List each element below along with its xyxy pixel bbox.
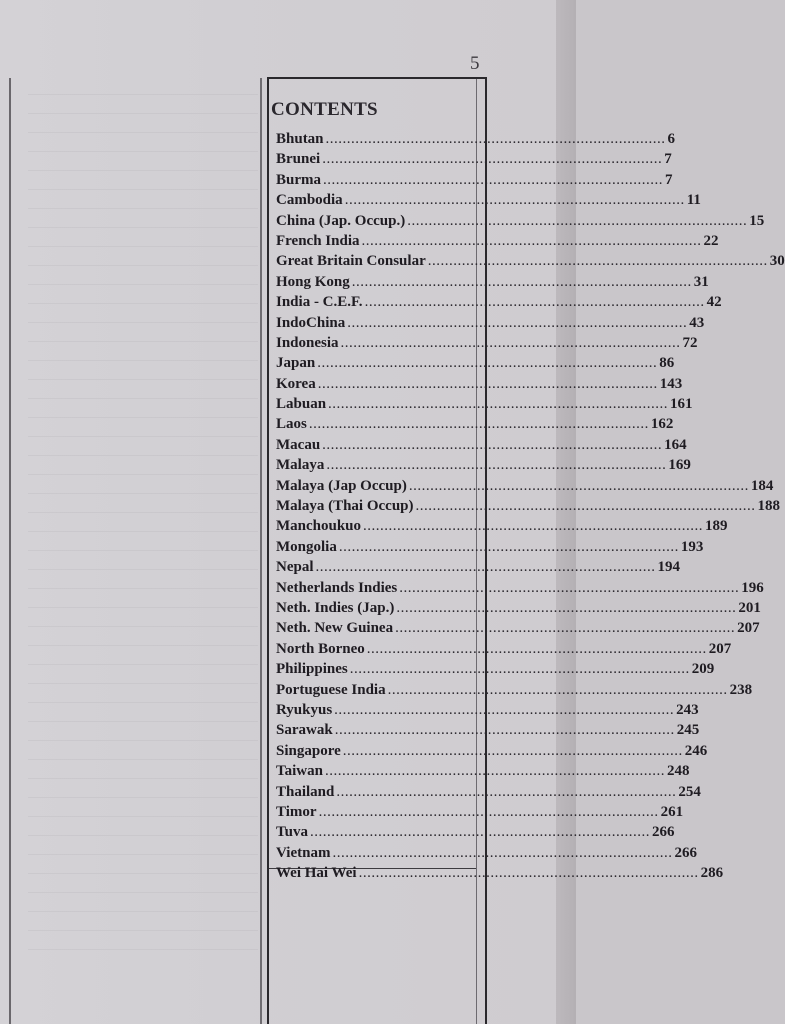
- contents-entry-page: 15: [749, 212, 765, 229]
- dot-leader: ................................................................................: [342, 742, 683, 759]
- contents-entry: [276, 579, 764, 600]
- contents-entry-page: 143: [659, 375, 683, 392]
- contents-entry-page: 243: [676, 701, 699, 718]
- contents-entry: [276, 253, 785, 273]
- dot-leader: ................................................................................: [396, 599, 737, 616]
- dot-leader: ................................................................................: [340, 334, 681, 351]
- contents-entry-page: 184: [750, 477, 774, 494]
- dot-leader: ................................................................................: [399, 579, 740, 596]
- dot-leader: ................................................................................: [308, 416, 649, 433]
- contents-entry-title: North Borneo: [276, 640, 365, 657]
- dot-leader: ................................................................................: [322, 436, 663, 453]
- contents-entry: [276, 824, 675, 844]
- contents-entry-title: Mongolia: [276, 538, 337, 555]
- contents-entry-page: 43: [689, 314, 705, 331]
- contents-entry-title: Wei Hai Wei: [276, 865, 357, 882]
- contents-entry: [276, 416, 674, 436]
- contents-entry: [276, 131, 676, 151]
- contents-entry-page: 254: [678, 783, 701, 800]
- dot-leader: ................................................................................: [325, 131, 666, 147]
- contents-entry-title: Neth. New Guinea: [276, 620, 394, 637]
- contents-entry-page: 207: [737, 620, 760, 637]
- contents-entry-title: Burma: [276, 171, 321, 188]
- contents-entry: [276, 742, 708, 763]
- contents-entry-title: Cambodia: [276, 192, 343, 209]
- contents-entry: [276, 232, 719, 253]
- dot-leader: ................................................................................: [309, 824, 650, 841]
- contents-entry-page: 209: [691, 661, 715, 678]
- middle-column-rule: [260, 78, 262, 1024]
- dot-leader: ................................................................................: [427, 253, 768, 270]
- contents-entry-page: 169: [668, 457, 691, 474]
- contents-entry: [276, 171, 673, 192]
- contents-entry-page: 266: [674, 844, 697, 861]
- dot-leader: ................................................................................: [415, 498, 756, 515]
- contents-heading: CONTENTS: [271, 99, 378, 120]
- contents-entry-page: 194: [657, 559, 680, 576]
- dot-leader: ................................................................................: [328, 396, 669, 413]
- dot-leader: ................................................................................: [322, 151, 663, 168]
- contents-entry: [276, 701, 699, 722]
- contents-entry-page: 42: [706, 294, 722, 311]
- contents-entry-page: 162: [650, 416, 674, 433]
- contents-entry-page: 246: [684, 742, 708, 759]
- contents-entry-title: Malaya (Jap Occup): [276, 477, 407, 494]
- contents-entry: [276, 334, 698, 355]
- contents-entry: [276, 314, 705, 335]
- show-through-text: [28, 76, 258, 966]
- contents-entry-title: Indonesia: [276, 334, 339, 351]
- contents-entry: [276, 212, 765, 233]
- contents-entry-page: 6: [667, 131, 676, 147]
- contents-entry-page: 193: [680, 538, 704, 555]
- contents-entry-title: Sarawak: [276, 722, 333, 739]
- contents-entry: [276, 599, 761, 620]
- contents-entry: [276, 518, 728, 538]
- contents-entry-page: 22: [703, 232, 719, 249]
- contents-entry-page: 86: [659, 355, 675, 372]
- contents-entry: [276, 661, 715, 681]
- contents-entry-page: 248: [666, 763, 690, 780]
- dot-leader: ................................................................................: [349, 661, 690, 678]
- contents-entry-title: Taiwan: [276, 763, 323, 780]
- contents-entry: [276, 273, 709, 294]
- contents-entry: [276, 865, 724, 885]
- dot-leader: ................................................................................: [407, 212, 748, 229]
- dot-leader: ................................................................................: [363, 518, 704, 535]
- contents-entry-title: Macau: [276, 436, 321, 453]
- contents-entry-title: Laos: [276, 416, 307, 433]
- dot-leader: ................................................................................: [344, 192, 685, 209]
- contents-entry-title: IndoChina: [276, 314, 346, 331]
- dot-leader: ................................................................................: [361, 232, 702, 249]
- contents-entry-title: Japan: [276, 355, 316, 372]
- contents-list: [276, 131, 785, 885]
- contents-entry: [276, 498, 780, 518]
- dot-leader: ................................................................................: [364, 294, 705, 311]
- dot-leader: ................................................................................: [347, 314, 688, 331]
- dot-leader: ................................................................................: [366, 640, 707, 657]
- contents-entry-title: Timor: [276, 803, 317, 820]
- contents-entry-title: Brunei: [276, 151, 321, 168]
- contents-entry: [276, 803, 684, 824]
- contents-entry-title: Singapore: [276, 742, 341, 759]
- contents-entry-title: Hong Kong: [276, 273, 350, 290]
- contents-entry: [276, 294, 722, 314]
- contents-entry-page: 189: [705, 518, 728, 535]
- contents-entry-page: 196: [741, 579, 764, 596]
- contents-entry-page: 31: [693, 273, 709, 290]
- dot-leader: ................................................................................: [326, 457, 667, 474]
- contents-entry-title: Thailand: [276, 783, 335, 800]
- dot-leader: ................................................................................: [387, 681, 728, 698]
- dot-leader: ................................................................................: [317, 375, 658, 392]
- contents-entry: [276, 151, 672, 171]
- dot-leader: ................................................................................: [395, 620, 736, 637]
- dot-leader: ................................................................................: [358, 865, 699, 882]
- contents-entry-title: Ryukyus: [276, 701, 333, 718]
- contents-entry-page: 266: [651, 824, 675, 841]
- contents-entry: [276, 783, 701, 804]
- contents-entry: [276, 640, 732, 661]
- contents-entry-page: 238: [729, 681, 753, 698]
- contents-entry-page: 72: [682, 334, 698, 351]
- contents-entry-title: Nepal: [276, 559, 314, 576]
- dot-leader: ................................................................................: [317, 355, 658, 372]
- contents-entry: [276, 375, 683, 396]
- dot-leader: ................................................................................: [324, 763, 665, 780]
- contents-entry: [276, 538, 704, 559]
- contents-entry-page: 245: [676, 722, 700, 739]
- contents-entry: [276, 355, 675, 375]
- contents-entry-title: French India: [276, 232, 360, 249]
- dot-leader: ................................................................................: [315, 559, 656, 576]
- contents-entry: [276, 436, 687, 457]
- contents-entry-page: 164: [664, 436, 687, 453]
- contents-entry: [276, 192, 701, 212]
- dot-leader: ................................................................................: [323, 171, 663, 188]
- contents-entry: [276, 722, 700, 742]
- dot-leader: ................................................................................: [351, 273, 692, 290]
- contents-entry-title: China (Jap. Occup.): [276, 212, 406, 229]
- contents-entry: [276, 477, 774, 498]
- contents-entry-title: Great Britain Consular: [276, 253, 426, 270]
- contents-entry-title: Korea: [276, 375, 316, 392]
- contents-entry-title: Malaya: [276, 457, 325, 474]
- contents-entry: [276, 681, 753, 702]
- dot-leader: ................................................................................: [336, 783, 677, 800]
- contents-entry-page: 30: [769, 253, 785, 270]
- left-column-rule: [9, 78, 11, 1024]
- contents-entry-title: Philippines: [276, 661, 348, 678]
- contents-entry-title: Manchoukuo: [276, 518, 362, 535]
- dot-leader: ................................................................................: [318, 803, 659, 820]
- contents-entry-title: Vietnam: [276, 844, 331, 861]
- page-number: 5: [470, 53, 480, 74]
- contents-entry-page: 161: [670, 396, 693, 413]
- contents-entry-title: Malaya (Thai Occup): [276, 498, 414, 515]
- contents-entry-page: 201: [738, 599, 761, 616]
- contents-entry: [276, 559, 680, 579]
- contents-entry: [276, 620, 760, 640]
- dot-leader: ................................................................................: [334, 722, 675, 739]
- contents-entry-title: Portuguese India: [276, 681, 386, 698]
- dot-leader: ................................................................................: [334, 701, 675, 718]
- dot-leader: ................................................................................: [338, 538, 679, 555]
- dot-leader: ................................................................................: [332, 844, 673, 861]
- contents-entry-title: Labuan: [276, 396, 327, 413]
- contents-entry-page: 286: [700, 865, 724, 882]
- contents-entry: [276, 763, 690, 783]
- contents-entry-page: 261: [660, 803, 684, 820]
- contents-entry: [276, 844, 697, 865]
- contents-entry-title: Bhutan: [276, 131, 324, 147]
- contents-entry-page: 188: [757, 498, 780, 515]
- contents-entry-title: Netherlands Indies: [276, 579, 398, 596]
- contents-entry-title: Tuva: [276, 824, 308, 841]
- contents-entry-title: Neth. Indies (Jap.): [276, 599, 395, 616]
- contents-entry-page: 7: [664, 151, 672, 168]
- contents-entry-page: 7: [665, 171, 673, 188]
- contents-entry-page: 11: [686, 192, 701, 209]
- dot-leader: ................................................................................: [408, 477, 749, 494]
- contents-entry: [276, 396, 693, 416]
- contents-entry-title: India - C.E.F.: [276, 294, 363, 311]
- contents-entry: [276, 457, 691, 477]
- contents-entry-page: 207: [708, 640, 732, 657]
